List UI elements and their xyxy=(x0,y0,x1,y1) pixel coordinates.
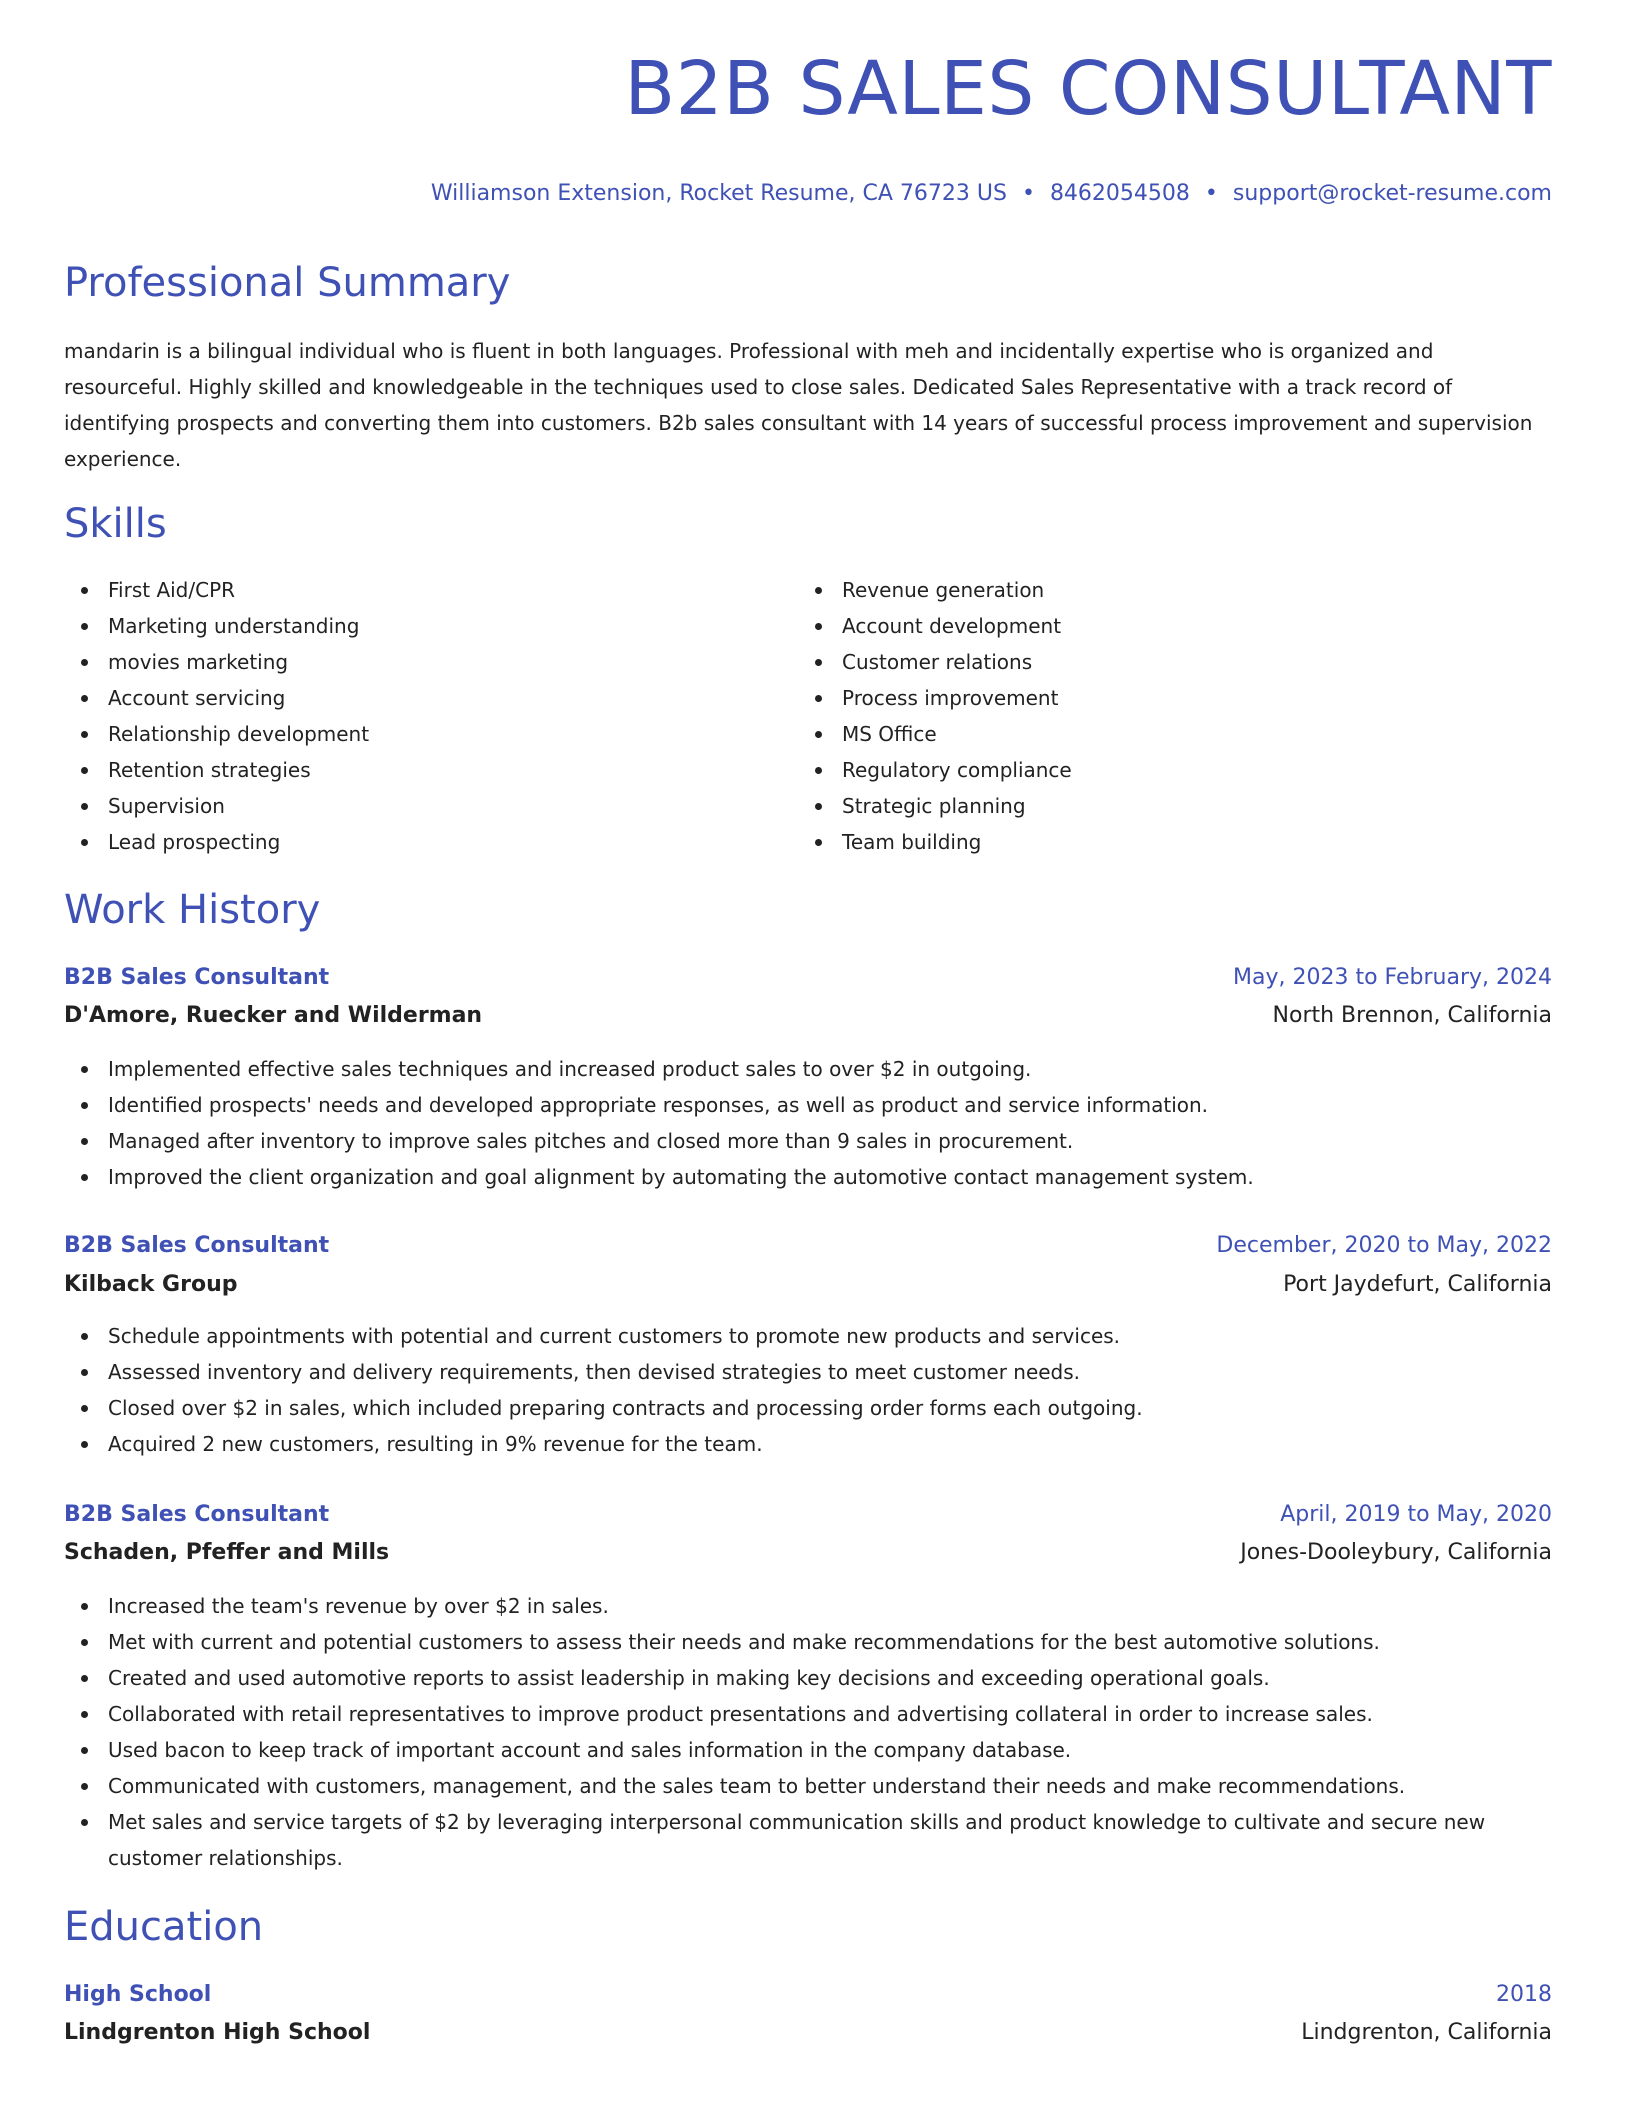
education-school: Lindgrenton High School xyxy=(64,2020,371,2045)
skill-item: Revenue generation xyxy=(798,572,1498,608)
job-dates: December, 2020 to May, 2022 xyxy=(1216,1233,1552,1258)
job-company: Schaden, Pfeffer and Mills xyxy=(64,1540,390,1565)
job-bullet: Schedule appointments with potential and current customers to promote new products and services. xyxy=(64,1318,1552,1354)
job-bullet: Assessed inventory and delivery requirements, then devised strategies to meet customer needs. xyxy=(64,1354,1552,1390)
job-bullet: Communicated with customers, management, and the sales team to better understand their needs and make recommendations. xyxy=(64,1768,1552,1804)
job-bullet: Identified prospects' needs and developed appropriate responses, as well as product and service information. xyxy=(64,1087,1552,1123)
skill-item: Regulatory compliance xyxy=(798,752,1498,788)
education-school-row xyxy=(64,2015,1552,2051)
education-degree: High School xyxy=(64,1982,212,2007)
skill-item: Team building xyxy=(798,824,1498,860)
skill-item: Strategic planning xyxy=(798,788,1498,824)
job-bullet: Used bacon to keep track of important account and sales information in the company database. xyxy=(64,1732,1552,1768)
job-title: B2B Sales Consultant xyxy=(64,1502,330,1527)
skills-list-left xyxy=(64,572,764,860)
education-heading: Education xyxy=(64,1904,264,1950)
email-text: support@rocket-resume.com xyxy=(1232,181,1552,206)
work-history-heading: Work History xyxy=(64,887,321,933)
job-location: Jones-Dooleybury, California xyxy=(1240,1540,1552,1565)
summary-heading: Professional Summary xyxy=(64,260,511,306)
address-text: Williamson Extension, Rocket Resume, CA 76723 US xyxy=(430,181,1007,206)
skill-item: MS Office xyxy=(798,716,1498,752)
education-year: 2018 xyxy=(1496,1982,1552,2007)
resume-title: B2B SALES CONSULTANT xyxy=(624,46,1552,132)
job-title: B2B Sales Consultant xyxy=(64,1233,330,1258)
phone-text: 8462054508 xyxy=(1049,181,1190,206)
skills-heading: Skills xyxy=(64,501,167,547)
job-bullet: Collaborated with retail representatives to improve product presentations and advertising collateral in order to increase sales. xyxy=(64,1696,1552,1732)
job-title-row xyxy=(64,1228,1552,1264)
job-title-row xyxy=(64,960,1552,996)
job-company-row xyxy=(64,1535,1552,1571)
job-bullet: Implemented effective sales techniques and increased product sales to over $2 in outgoing. xyxy=(64,1051,1552,1087)
skill-item: movies marketing xyxy=(64,644,764,680)
job-company-row xyxy=(64,1267,1552,1303)
job-location: Port Jaydefurt, California xyxy=(1283,1272,1552,1297)
job-bullet-list xyxy=(64,1051,1552,1195)
education-degree-row xyxy=(64,1977,1552,2013)
job-bullet: Met sales and service targets of $2 by leveraging interpersonal communication skills and product knowledge to cultivate and secure new customer relationships. xyxy=(64,1804,1552,1876)
job-dates: May, 2023 to February, 2024 xyxy=(1233,965,1552,990)
education-location: Lindgrenton, California xyxy=(1301,2020,1552,2045)
skill-item: Account servicing xyxy=(64,680,764,716)
contact-separator: • xyxy=(1021,181,1035,206)
skills-list-right xyxy=(798,572,1498,860)
skill-item: Lead prospecting xyxy=(64,824,764,860)
job-bullet: Increased the team's revenue by over $2 in sales. xyxy=(64,1588,1552,1624)
skill-item: Customer relations xyxy=(798,644,1498,680)
contact-separator: • xyxy=(1204,181,1218,206)
skill-item: First Aid/CPR xyxy=(64,572,764,608)
job-company-row xyxy=(64,998,1552,1034)
job-bullet: Acquired 2 new customers, resulting in 9% revenue for the team. xyxy=(64,1426,1552,1462)
skill-item: Account development xyxy=(798,608,1498,644)
contact-line xyxy=(431,181,1552,206)
skill-item: Process improvement xyxy=(798,680,1498,716)
skill-item: Marketing understanding xyxy=(64,608,764,644)
job-bullet-list xyxy=(64,1588,1552,1876)
job-title: B2B Sales Consultant xyxy=(64,965,330,990)
job-bullet: Closed over $2 in sales, which included preparing contracts and processing order forms each outgoing. xyxy=(64,1390,1552,1426)
skill-item: Relationship development xyxy=(64,716,764,752)
job-bullet: Improved the client organization and goal alignment by automating the automotive contact management system. xyxy=(64,1159,1552,1195)
job-location: North Brennon, California xyxy=(1272,1003,1552,1028)
skill-item: Retention strategies xyxy=(64,752,764,788)
summary-text: mandarin is a bilingual individual who is fluent in both languages. Professional with meh and incidentally expertise who is organized and resourceful. Highly skilled and knowledgeable in the techniques used to close sales. Dedicated Sales Representative with a track record of identifying prospects and converting them into customers. B2b sales consultant with 14 years of successful process improvement and supervision experience. xyxy=(64,339,1533,471)
job-title-row xyxy=(64,1497,1552,1533)
job-bullet: Created and used automotive reports to assist leadership in making key decisions and exceeding operational goals. xyxy=(64,1660,1552,1696)
job-bullet: Managed after inventory to improve sales pitches and closed more than 9 sales in procurement. xyxy=(64,1123,1552,1159)
job-bullet: Met with current and potential customers to assess their needs and make recommendations for the best automotive solutions. xyxy=(64,1624,1552,1660)
skill-item: Supervision xyxy=(64,788,764,824)
job-company: D'Amore, Ruecker and Wilderman xyxy=(64,1003,483,1028)
job-bullet-list xyxy=(64,1318,1552,1462)
job-company: Kilback Group xyxy=(64,1272,238,1297)
job-dates: April, 2019 to May, 2020 xyxy=(1280,1502,1552,1527)
